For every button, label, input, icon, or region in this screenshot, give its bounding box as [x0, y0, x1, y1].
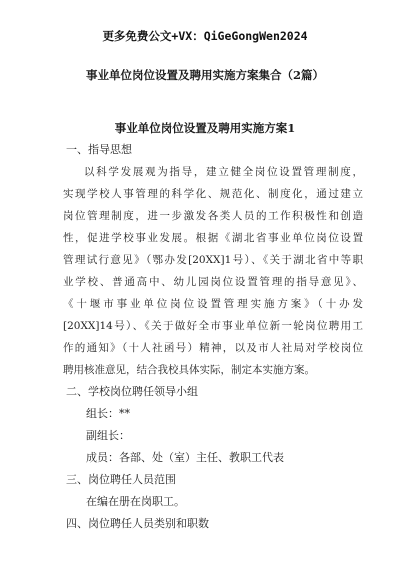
- paragraph-line: 管理试行意见》（鄂办发[20XX]1号）、《关于湖北省中等职: [63, 254, 363, 266]
- members-line: 成员：各部、处（室）主任、教职工代表: [86, 451, 284, 464]
- section-heading-leadership-group: 二、学校岗位聘任领导小组: [66, 385, 198, 398]
- section-heading-scope: 三、岗位聘任人员范围: [66, 473, 176, 486]
- section-title: 事业单位岗位设置及聘用实施方案1: [114, 121, 296, 135]
- paragraph-line: 实现学校人事管理的科学化、规范化、制度化，通过建立: [63, 188, 363, 200]
- paragraph-line: 业学校、普通高中、幼儿园岗位设置管理的指导意见》、: [63, 276, 363, 288]
- scope-line: 在编在册在岗职工。: [86, 495, 185, 508]
- paragraph-line: [20XX]14号）、《关于做好全市事业单位新一轮岗位聘用工: [63, 320, 363, 332]
- paragraph-line: 以科学发展观为指导，建立健全岗位设置管理制度，: [84, 166, 363, 178]
- group-leader-line: 组长：**: [86, 407, 130, 420]
- paragraph-line: 作的通知》（十人社函号）精神，以及市人社局对学校岗位: [63, 342, 363, 354]
- paragraph-line: 性，促进学校事业发展。根据《湖北省事业单位岗位设置: [63, 232, 363, 244]
- watermark-text: 更多免费公文+VX：QiGeGongWen2024: [102, 29, 308, 43]
- section-heading-categories: 四、岗位聘任人员类别和职数: [66, 517, 209, 530]
- paragraph-line: 聘用核准意见，结合我校具体实际，制定本实施方案。: [63, 364, 315, 376]
- document-title: 事业单位岗位设置及聘用实施方案集合（2篇）: [86, 68, 324, 82]
- paragraph-line: 《十堰市事业单位岗位设置管理实施方案》（十办发: [63, 298, 363, 310]
- section-heading-guiding-principle: 一、指导思想: [66, 143, 132, 156]
- deputy-leader-line: 副组长：: [86, 429, 130, 442]
- paragraph-line: 岗位管理制度，进一步激发各类人员的工作积极性和创造: [63, 210, 363, 222]
